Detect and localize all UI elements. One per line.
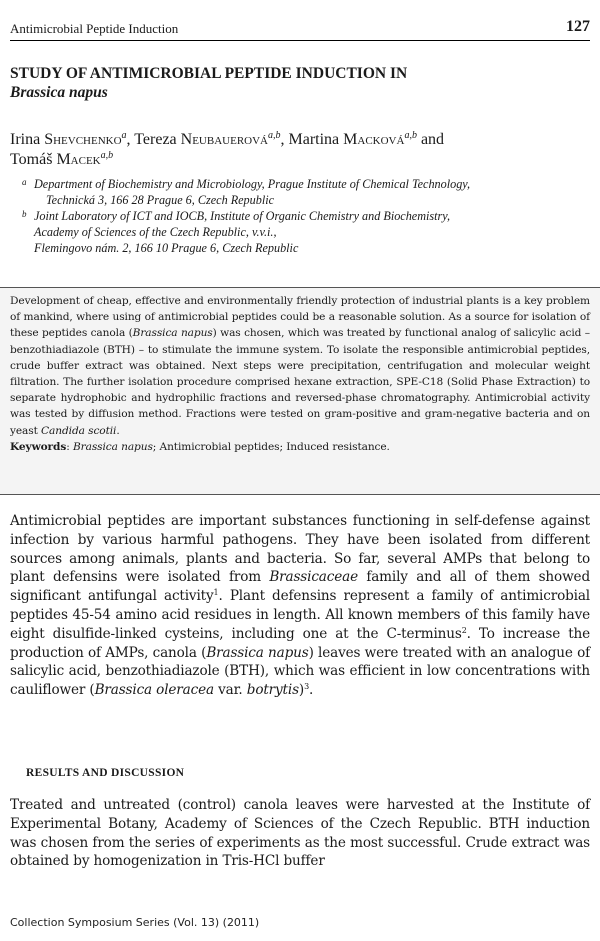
paper-title bbox=[10, 64, 590, 102]
running-title: Antimicrobial Peptide Induction bbox=[10, 21, 179, 36]
title-line-2: Brassica napus bbox=[10, 84, 108, 101]
author: Tomáš Macek$^{a,b}$ bbox=[10, 150, 114, 168]
author: Tereza Neubauerová$^{a,b}$, bbox=[134, 130, 289, 148]
running-header bbox=[10, 18, 590, 41]
section-heading: RESULTS AND DISCUSSION bbox=[26, 767, 185, 779]
affiliations bbox=[22, 176, 590, 256]
author: Martina Macková$^{a,b}$ and bbox=[288, 130, 445, 148]
affiliation-a: a Department of Biochemistry and Microbiology, Prague Institute of Chemical Technology, Technická 3, 166 28 Prague 6, Czech Republic bbox=[22, 177, 471, 207]
introduction-paragraph: Antimicrobial peptides are important substances functioning in self-defense against infection by various harmful pathogens. They have been isolated from different sources among animals, plants and bacteria. So far, several AMPs that belong to plant defensins were isolated from Brassicaceae family and all of them showed significant antifungal activity$^1$. Plant defensins represent a family of antimicrobial peptides 45-54 amino acid residues in length. All known members of this family have eight disulfide-linked cysteins, including one at the C-terminus$^2$. To increase the production of AMPs, canola (Brassica napus) leaves were treated with an analogue of salicylic acid, benzothiadiazole (BTH), which was efficient in low concentrations with cauliflower (Brassica oleracea var. botrytis)$^3$. bbox=[10, 513, 591, 699]
abstract: Development of cheap, effective and environmentally friendly protection of industrial plants is a key problem of mankind, where using of antimicrobial peptides could be a reasonable solution. As a source for isolation of these peptides canola (Brassica napus) was chosen, which was treated by functional analog of salicylic acid – benzothiadiazole (BTH) – to stimulate the immune system. To isolate the responsible antimicrobial peptides, crude buffer extract was obtained. Next steps were precipitation, centrifugation and molecular weight filtration. The further isolation procedure comprised hexane extraction, SPE-C18 (Solid Phase Extraction) to separate hydrophobic and hydrophilic fractions and reversed-phase chromatography. Antimicrobial activity was tested by diffusion method. Fractions were tested on gram-positive and gram-negative bacteria and on yeast Candida scotii. Keywords: Brassica napus; Antimicrobial peptides; Induced resistance. bbox=[10, 295, 590, 453]
affiliation-b: b Joint Laboratory of ICT and IOCB, Institute of Organic Chemistry and Biochemistry, Academy of Sciences of the Czech Republic, v.v.i., Flemingovo nám. 2, 166 10 Prague 6, Czech Republic bbox=[22, 209, 451, 255]
author: Irina Shevchenko$^a$, bbox=[10, 130, 135, 148]
results-paragraph: Treated and untreated (control) canola leaves were harvested at the Institute of Experimental Botany, Academy of Sciences of the Czech Republic. BTH induction was chosen from the series of experiments as the most successful. Crude extract was obtained by homogenization in Tris-HCl buffer bbox=[10, 797, 590, 870]
keywords: Keywords: Brassica napus; Antimicrobial peptides; Induced resistance. bbox=[10, 440, 390, 453]
page-footer: Collection Symposium Series (Vol. 13) (2011) bbox=[10, 916, 260, 929]
page-number: 127 bbox=[566, 18, 590, 35]
author-list bbox=[10, 130, 590, 170]
title-line-1: STUDY OF ANTIMICROBIAL PEPTIDE INDUCTION IN bbox=[10, 65, 408, 82]
